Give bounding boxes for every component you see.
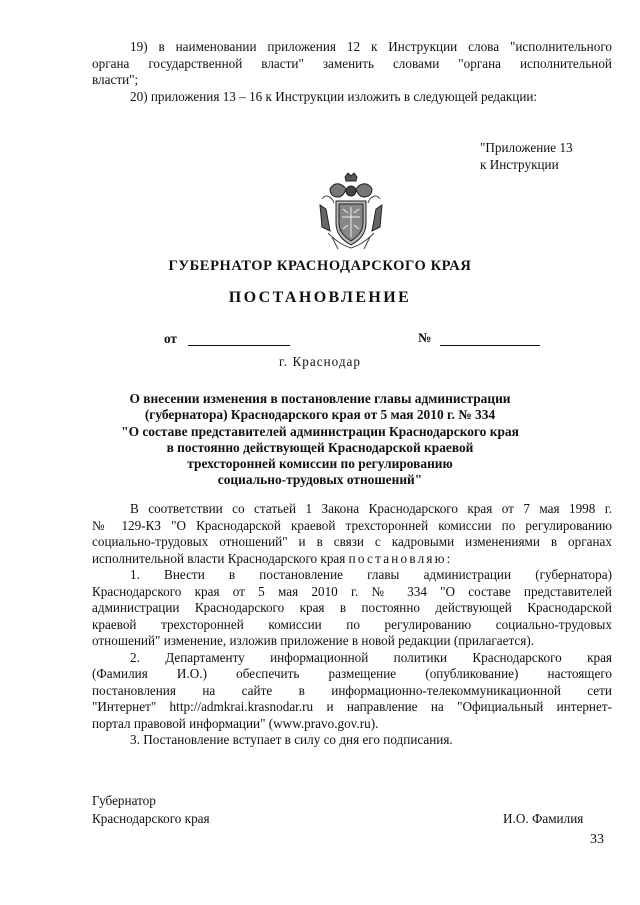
item-2-line-5: портал правовой информации" (www.pravo.gov.ru).: [92, 715, 379, 731]
document-title: [60, 391, 580, 489]
item-19-line-2: органа государственной власти" заменить словами "органа исполнительной: [92, 55, 612, 71]
date-label: от: [164, 331, 177, 346]
document-type-heading: ПОСТАНОВЛЕНИЕ: [228, 289, 412, 306]
number-label: №: [418, 330, 432, 345]
preamble-line-4: [92, 551, 612, 568]
intro-paragraphs: [92, 39, 612, 105]
appendix-note-line-2: к Инструкции: [480, 157, 559, 172]
title-line-4: в постоянно действующей Краснодарской краевой: [166, 439, 474, 455]
signatory-name: И.О. Фамилия: [503, 811, 584, 826]
item-1-line-5: отношений" изменение, изложив приложение в новой редакции (прилагается).: [92, 633, 535, 648]
item-20: 20) приложения 13 – 16 к Инструкции изложить в следующей редакции:: [130, 88, 538, 104]
signatory-title-line-2: Краснодарского края: [92, 811, 210, 826]
title-line-2: (губернатора) Краснодарского края от 5 мая 2010 г. № 334: [144, 407, 496, 423]
governor-heading: ГУБЕРНАТОР КРАСНОДАРСКОГО КРАЯ: [168, 258, 472, 274]
item-1-line-4: краевой трехсторонней комиссии по регулированию социально-трудовых: [92, 616, 612, 632]
item-2-line-3: постановления на сайте в информационно-телекоммуникационной сети: [92, 682, 612, 698]
item-1-line-2: Краснодарского края от 5 мая 2010 г. № 334 "О составе представителей: [92, 583, 612, 599]
number-blank-line: [440, 345, 540, 346]
item-3: 3. Постановление вступает в силу со дня его подписания.: [130, 732, 453, 747]
item-1-line-1: 1. Внести в постановление главы администрации (губернатора): [130, 567, 612, 582]
title-line-3: "О составе представителей администрации Краснодарского края: [121, 423, 519, 439]
preamble-line-3: социально-трудовых отношений" и в связи с кадровыми изменениями в органах: [92, 534, 612, 549]
signatory-title: [92, 792, 210, 828]
preamble-line-2: № 129-КЗ "О Краснодарской краевой трехсторонней комиссии по регулированию: [92, 517, 612, 533]
document-body: [92, 501, 612, 749]
item-2-line-1: 2. Департаменту информационной политики Краснодарского края: [130, 649, 612, 665]
item-1-line-3: администрации Краснодарского края в постоянно действующей Краснодарской: [92, 600, 612, 615]
title-line-6: социально-трудовых отношений": [217, 472, 423, 488]
city-name: г. Краснодар: [278, 354, 362, 369]
krasnodar-coat-of-arms-icon: [312, 171, 390, 251]
resolve-word: постановляю:: [348, 550, 453, 566]
preamble-line-1: В соответствии со статьей 1 Закона Краснодарского края от 7 мая 1998 г.: [130, 501, 612, 516]
item-19-line-1: 19) в наименовании приложения 12 к Инструкции слова "исполнительного: [130, 39, 612, 54]
appendix-note: [480, 139, 620, 173]
signatory-title-line-1: Губернатор: [92, 793, 156, 808]
title-line-1: О внесении изменения в постановление главы администрации: [129, 391, 511, 406]
date-blank-line: [188, 345, 290, 346]
appendix-note-line-1: "Приложение 13: [480, 140, 573, 155]
title-line-5: трехсторонней комиссии по регулированию: [187, 456, 453, 472]
item-19-line-3: власти";: [92, 72, 139, 87]
item-2-line-4: "Интернет" http://admkrai.krasnodar.ru и направление на "Официальный интернет-: [92, 699, 612, 714]
page-number: 33: [590, 832, 604, 847]
preamble-line-4-text: исполнительной власти Краснодарского края: [92, 550, 349, 566]
item-2-line-2: (Фамилия И.О.) обеспечить размещение (опубликование) настоящего: [92, 666, 612, 681]
